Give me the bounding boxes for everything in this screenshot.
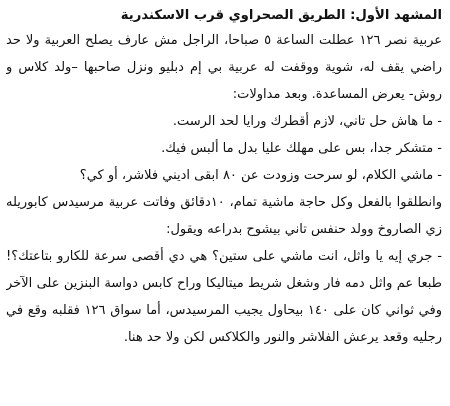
paragraph-line: راضي يقف له، شوية ووقفت له عربية بي إم دبليو ونزل صاحبها –ولد كلاس و (6, 60, 442, 75)
paragraph-line: زي الصاروخ وولد حنفس تاني بيشوح بدراعه ويقول: (166, 222, 442, 237)
dialogue-line: - جري إيه يا واثل، انت ماشي على ستين؟ هي دي أقصى سرعة للكارو بتاعتك؟! (6, 249, 442, 264)
scene-heading: المشهد الأول: الطريق الصحراوي قرب الاسكندرية (120, 8, 442, 23)
paragraph-line: طبعا عم واثل دمه فار وشغل شريط ميتاليكا وراح كابس دواسة البنزين على الآخر (6, 276, 442, 291)
dialogue-line: - ما هاش حل تاني، لازم أقطرك ورايا لحد الرست. (172, 114, 442, 129)
paragraph-line: عربية نصر ١٢٦ عطلت الساعة ٥ صباحا، الراجل مش عارف يصلح العربية ولا حد (6, 33, 442, 48)
paragraph-line: روش- يعرض المساعدة. وبعد مداولات: (232, 87, 442, 102)
dialogue-line: - ماشي الكلام، لو سرحت وزودت عن ٨٠ ابقى اديني فلاشر، أو كي؟ (79, 168, 442, 183)
paragraph-line: رجليه وقعد يرعش الفلاشر والنور والكلاكس لكن ولا حد هنا. (123, 330, 442, 345)
paragraph-line: وانطلقوا بالفعل وكل حاجة ماشية تمام، ١٠دقائق وفاتت عربية مرسيدس كابوريله (6, 195, 442, 210)
dialogue-line: - متشكر جدا، بس على مهلك عليا بدل ما ألبس فيك. (161, 141, 442, 156)
paragraph-line: وفي ثواني كان على ١٤٠ بيحاول يجيب المرسيدس، أما سواق ١٢٦ فقلبه وقع في (6, 303, 442, 318)
